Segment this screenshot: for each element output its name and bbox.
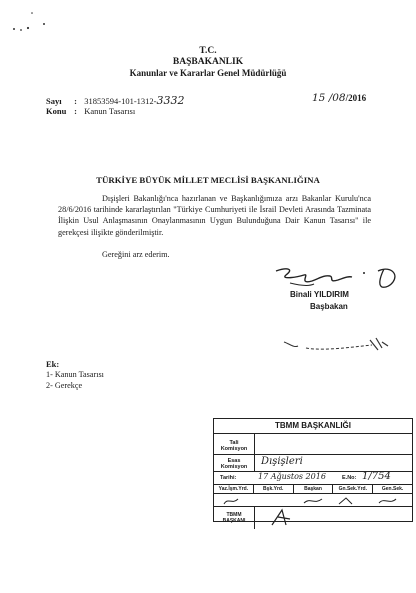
header-institution: BAŞBAKANLIK — [172, 57, 244, 67]
esas-komisyon-label: Esas Komisyon — [220, 458, 248, 470]
stamp-row-tarih — [214, 472, 412, 485]
body-paragraph: Dışişleri Bakanlığı'nca hazırlanan ve Başkanlığımıza arzı Bakanlar Kurulu'nca 28/6/2016 tarihinde kararlaştırılan "Türkiye Cumhuriyeti ile İsrail Devleti Arasında Tazminata İlişkin Usul Anlaşmasının Onaylanmasının Uygun Bulunduğuna Dair Kanun Tasarısı" ile gerekçesi ilişikte gönderilmiştir. — [58, 194, 371, 237]
sayi-value: 31853594-101-1312- — [84, 96, 157, 106]
stamp-col: Bşk.Yrd. — [254, 485, 294, 493]
date-hand: 15 /08 — [312, 92, 346, 104]
tbmm-stamp — [213, 418, 413, 522]
stamp-initials-row — [214, 494, 412, 506]
handwritten-signature-icon — [268, 263, 408, 293]
signature-scribble — [268, 263, 408, 293]
sayi-sep: : — [74, 96, 77, 106]
stamp-col: Başkan — [294, 485, 334, 493]
signer-name: Binali YILDIRIM — [290, 290, 349, 299]
tarih-label: Tarihi: — [220, 475, 237, 481]
stamp-row-esas — [214, 455, 412, 472]
attachment-item: 1- Kanun Tasarısı — [46, 370, 104, 379]
konu-sep: : — [74, 106, 77, 116]
stamp-row-baskan — [214, 506, 412, 529]
stamp-col: Yaz.İşm.Yrd. — [214, 485, 254, 493]
esno-label: E.No: — [342, 475, 357, 481]
handwritten-initials-icon — [282, 334, 392, 358]
body-closing: Gereğini arz ederim. — [102, 250, 170, 259]
esno-hand: 1/754 — [362, 471, 391, 482]
stamp-col: Gn.Sek.Yrd. — [333, 485, 373, 493]
stamp-col: Gen.Sek. — [381, 486, 404, 492]
stamp-row-tali — [214, 434, 412, 455]
tbmm-baskani-label: TBMM BAŞKANI — [222, 512, 246, 524]
header-tc: T.C. — [199, 46, 217, 56]
stamp-title: TBMM BAŞKANLIĞI — [214, 419, 412, 434]
baskan-cell — [254, 507, 255, 529]
addressee: TÜRKİYE BÜYÜK MİLLET MECLİSİ BAŞKANLIĞINA — [96, 175, 320, 185]
konu-label: Konu — [46, 106, 67, 116]
konu-value: Kanun Tasarısı — [84, 106, 136, 116]
date-year: /2016 — [345, 93, 367, 103]
header-department: Kanunlar ve Kararlar Genel Müdürlüğü — [129, 68, 287, 78]
date-row — [312, 92, 366, 104]
esas-komisyon-cell — [254, 455, 412, 471]
esas-komisyon-hand: Dışişleri — [261, 456, 303, 467]
sayi-hand: 3332 — [156, 94, 185, 107]
signer-title: Başbakan — [310, 302, 348, 311]
stamp-cols-header — [214, 485, 412, 494]
attachment-item: 2- Gerekçe — [46, 381, 83, 390]
attachments-heading: Ek: — [46, 359, 60, 369]
tali-komisyon-cell — [254, 434, 412, 454]
baskan-signature-icon — [266, 507, 326, 529]
sayi-label: Sayı — [46, 96, 62, 106]
tarih-hand: 17 Ağustos 2016 — [258, 472, 326, 481]
initials-scribble — [282, 334, 392, 358]
tali-komisyon-label: Tali Komisyon — [220, 440, 248, 452]
scan-dots-icon — [8, 10, 48, 36]
scan-marks — [8, 10, 48, 36]
konu-row — [46, 106, 135, 116]
